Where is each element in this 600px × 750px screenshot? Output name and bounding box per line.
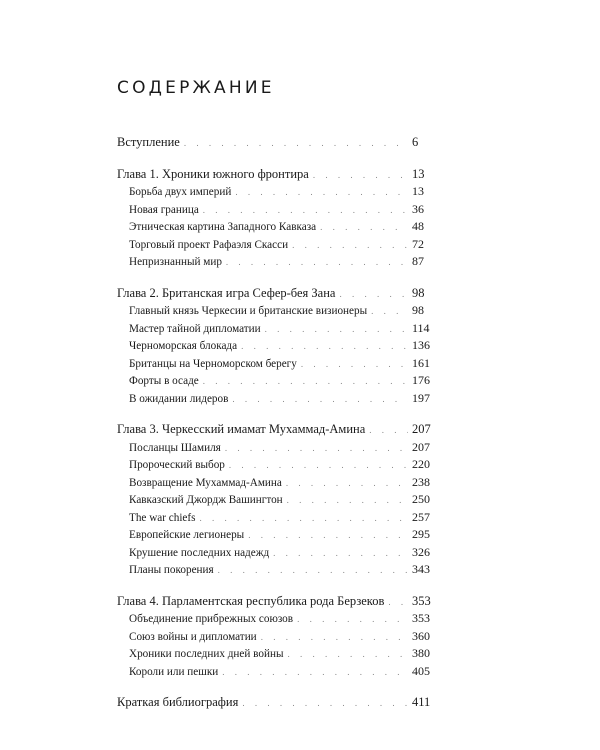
toc-entry-label: Крушение последних надежд xyxy=(129,546,270,559)
toc-section xyxy=(117,474,438,492)
toc-section xyxy=(117,355,438,373)
toc-page-number: 114 xyxy=(412,320,430,335)
toc-section xyxy=(117,439,438,457)
toc-entry-label: Новая граница xyxy=(129,203,199,216)
toc-entry-label: Посланцы Шамиля xyxy=(129,441,221,454)
page-title: СОДЕРЖАНИЕ xyxy=(117,78,275,98)
chapters-list xyxy=(117,152,438,681)
toc-page-number: 36 xyxy=(412,201,424,216)
dot-leader xyxy=(371,303,408,321)
toc-entry-label: Вступление xyxy=(117,135,180,149)
toc-section xyxy=(117,628,438,646)
toc-entry-label: Черноморская блокада xyxy=(129,340,238,352)
toc-section xyxy=(117,526,438,544)
toc-section xyxy=(117,337,438,355)
toc-section xyxy=(117,456,438,474)
toc-page-number: 207 xyxy=(412,422,431,436)
toc-chapter-3 xyxy=(117,421,438,439)
toc-entry-label: Европейские легионеры xyxy=(129,529,245,541)
toc-entry-label: Объединение прибрежных союзов xyxy=(129,613,294,625)
toc-entry-label: Глава 4. Парламентская республика рода Берзеков xyxy=(117,593,385,608)
toc-page-number: 197 xyxy=(412,390,430,405)
toc-entry-intro xyxy=(117,134,438,152)
toc-section xyxy=(117,610,438,628)
toc-page-number: 343 xyxy=(412,562,430,576)
dot-leader xyxy=(297,611,408,629)
dot-leader xyxy=(248,527,408,545)
toc-page-number: 161 xyxy=(412,355,430,370)
toc-section xyxy=(117,253,438,271)
toc-page-number: 238 xyxy=(412,474,430,489)
dot-leader xyxy=(225,440,408,458)
toc-page-number: 72 xyxy=(412,236,424,251)
toc-section xyxy=(117,645,438,663)
toc-entry-label: Этническая картина Западного Кавказа xyxy=(129,221,317,233)
toc-entry-label: The war chiefs xyxy=(129,511,196,524)
toc-page-number: 405 xyxy=(412,663,430,678)
toc-page-number: 220 xyxy=(412,457,430,471)
dot-leader xyxy=(287,492,408,510)
dot-leader xyxy=(242,695,408,713)
dot-leader xyxy=(203,202,408,220)
dot-leader xyxy=(286,475,408,493)
toc-section xyxy=(117,509,438,527)
toc-section xyxy=(117,302,438,320)
toc-entry-label: Глава 2. Британская игра Сефер-бея Зана xyxy=(117,285,336,300)
toc-page-number: 353 xyxy=(412,593,431,608)
toc-section xyxy=(117,236,438,254)
dot-leader xyxy=(218,562,408,580)
toc-page-number: 87 xyxy=(412,254,424,268)
toc-section xyxy=(117,491,438,509)
toc-entry-label: Глава 3. Черкесский имамат Мухаммад-Амина xyxy=(117,422,366,436)
toc-section xyxy=(117,561,438,579)
dot-leader xyxy=(235,184,408,202)
toc-page-number: 13 xyxy=(412,166,425,181)
toc-page-number: 411 xyxy=(412,695,431,709)
dot-leader xyxy=(261,629,408,647)
toc-page-number: 98 xyxy=(412,285,425,300)
toc-entry-label: Союз войны и дипломатии xyxy=(129,630,257,643)
dot-leader xyxy=(369,422,408,440)
toc-chapter-4 xyxy=(117,593,438,611)
toc-entry-label: Форты в осаде xyxy=(129,375,199,387)
dot-leader xyxy=(203,373,408,391)
toc-entry-label: Пророческий выбор xyxy=(129,459,225,471)
dot-leader xyxy=(184,135,408,153)
toc-entry-label: Главный князь Черкесии и британские визионеры xyxy=(129,305,368,317)
toc-entry-label: Краткая библиография xyxy=(117,695,239,709)
toc-entry-label: Возвращение Мухаммад-Амина xyxy=(129,476,282,489)
toc-page-number: 380 xyxy=(412,646,430,660)
toc-section xyxy=(117,544,438,562)
toc-section xyxy=(117,320,438,338)
toc-page-number: 48 xyxy=(412,219,424,233)
toc-entry-label: В ожидании лидеров xyxy=(129,392,229,405)
toc-page-number: 257 xyxy=(412,509,430,524)
toc-section xyxy=(117,390,438,408)
toc-entry-label: Глава 1. Хроники южного фронтира xyxy=(117,166,309,181)
toc-entry-bibliography xyxy=(117,694,438,712)
toc-section xyxy=(117,201,438,219)
dot-leader xyxy=(232,391,408,409)
toc-section xyxy=(117,663,438,681)
table-of-contents xyxy=(117,134,438,712)
dot-leader xyxy=(222,664,408,682)
toc-section xyxy=(117,372,438,390)
toc-entry-label: Непризнанный мир xyxy=(129,256,222,268)
toc-entry-label: Короли или пешки xyxy=(129,665,219,678)
dot-leader xyxy=(273,545,408,563)
toc-page-number: 360 xyxy=(412,628,430,643)
toc-entry-label: Планы покорения xyxy=(129,564,214,576)
dot-leader xyxy=(265,321,408,339)
toc-page-number: 295 xyxy=(412,527,430,541)
toc-entry-label: Хроники последних дней войны xyxy=(129,648,284,660)
toc-entry-label: Торговый проект Рафаэля Скасси xyxy=(129,238,289,251)
toc-page-number: 6 xyxy=(412,135,419,149)
toc-entry-label: Британцы на Черноморском берегу xyxy=(129,357,297,370)
toc-entry-label: Кавказский Джордж Вашингтон xyxy=(129,494,283,506)
dot-leader xyxy=(320,219,408,237)
dot-leader xyxy=(388,594,408,612)
dot-leader xyxy=(287,646,408,664)
toc-page-number: 176 xyxy=(412,373,430,387)
dot-leader xyxy=(199,510,408,528)
toc-page-number: 353 xyxy=(412,611,430,625)
toc-section xyxy=(117,218,438,236)
dot-leader xyxy=(241,338,408,356)
toc-page-number: 136 xyxy=(412,338,430,352)
toc-page-number: 250 xyxy=(412,492,430,506)
toc-page-number: 326 xyxy=(412,544,430,559)
dot-leader xyxy=(301,356,408,374)
dot-leader xyxy=(229,457,408,475)
toc-page-number: 207 xyxy=(412,439,430,454)
dot-leader xyxy=(313,167,408,185)
toc-entry-label: Борьба двух империй xyxy=(129,186,232,198)
dot-leader xyxy=(292,237,408,255)
dot-leader xyxy=(226,254,408,272)
dot-leader xyxy=(339,286,408,304)
toc-entry-label: Мастер тайной дипломатии xyxy=(129,322,261,335)
toc-page-number: 13 xyxy=(412,184,424,198)
toc-chapter-2 xyxy=(117,285,438,303)
toc-chapter-1 xyxy=(117,166,438,184)
toc-page-number: 98 xyxy=(412,303,424,317)
toc-section xyxy=(117,183,438,201)
